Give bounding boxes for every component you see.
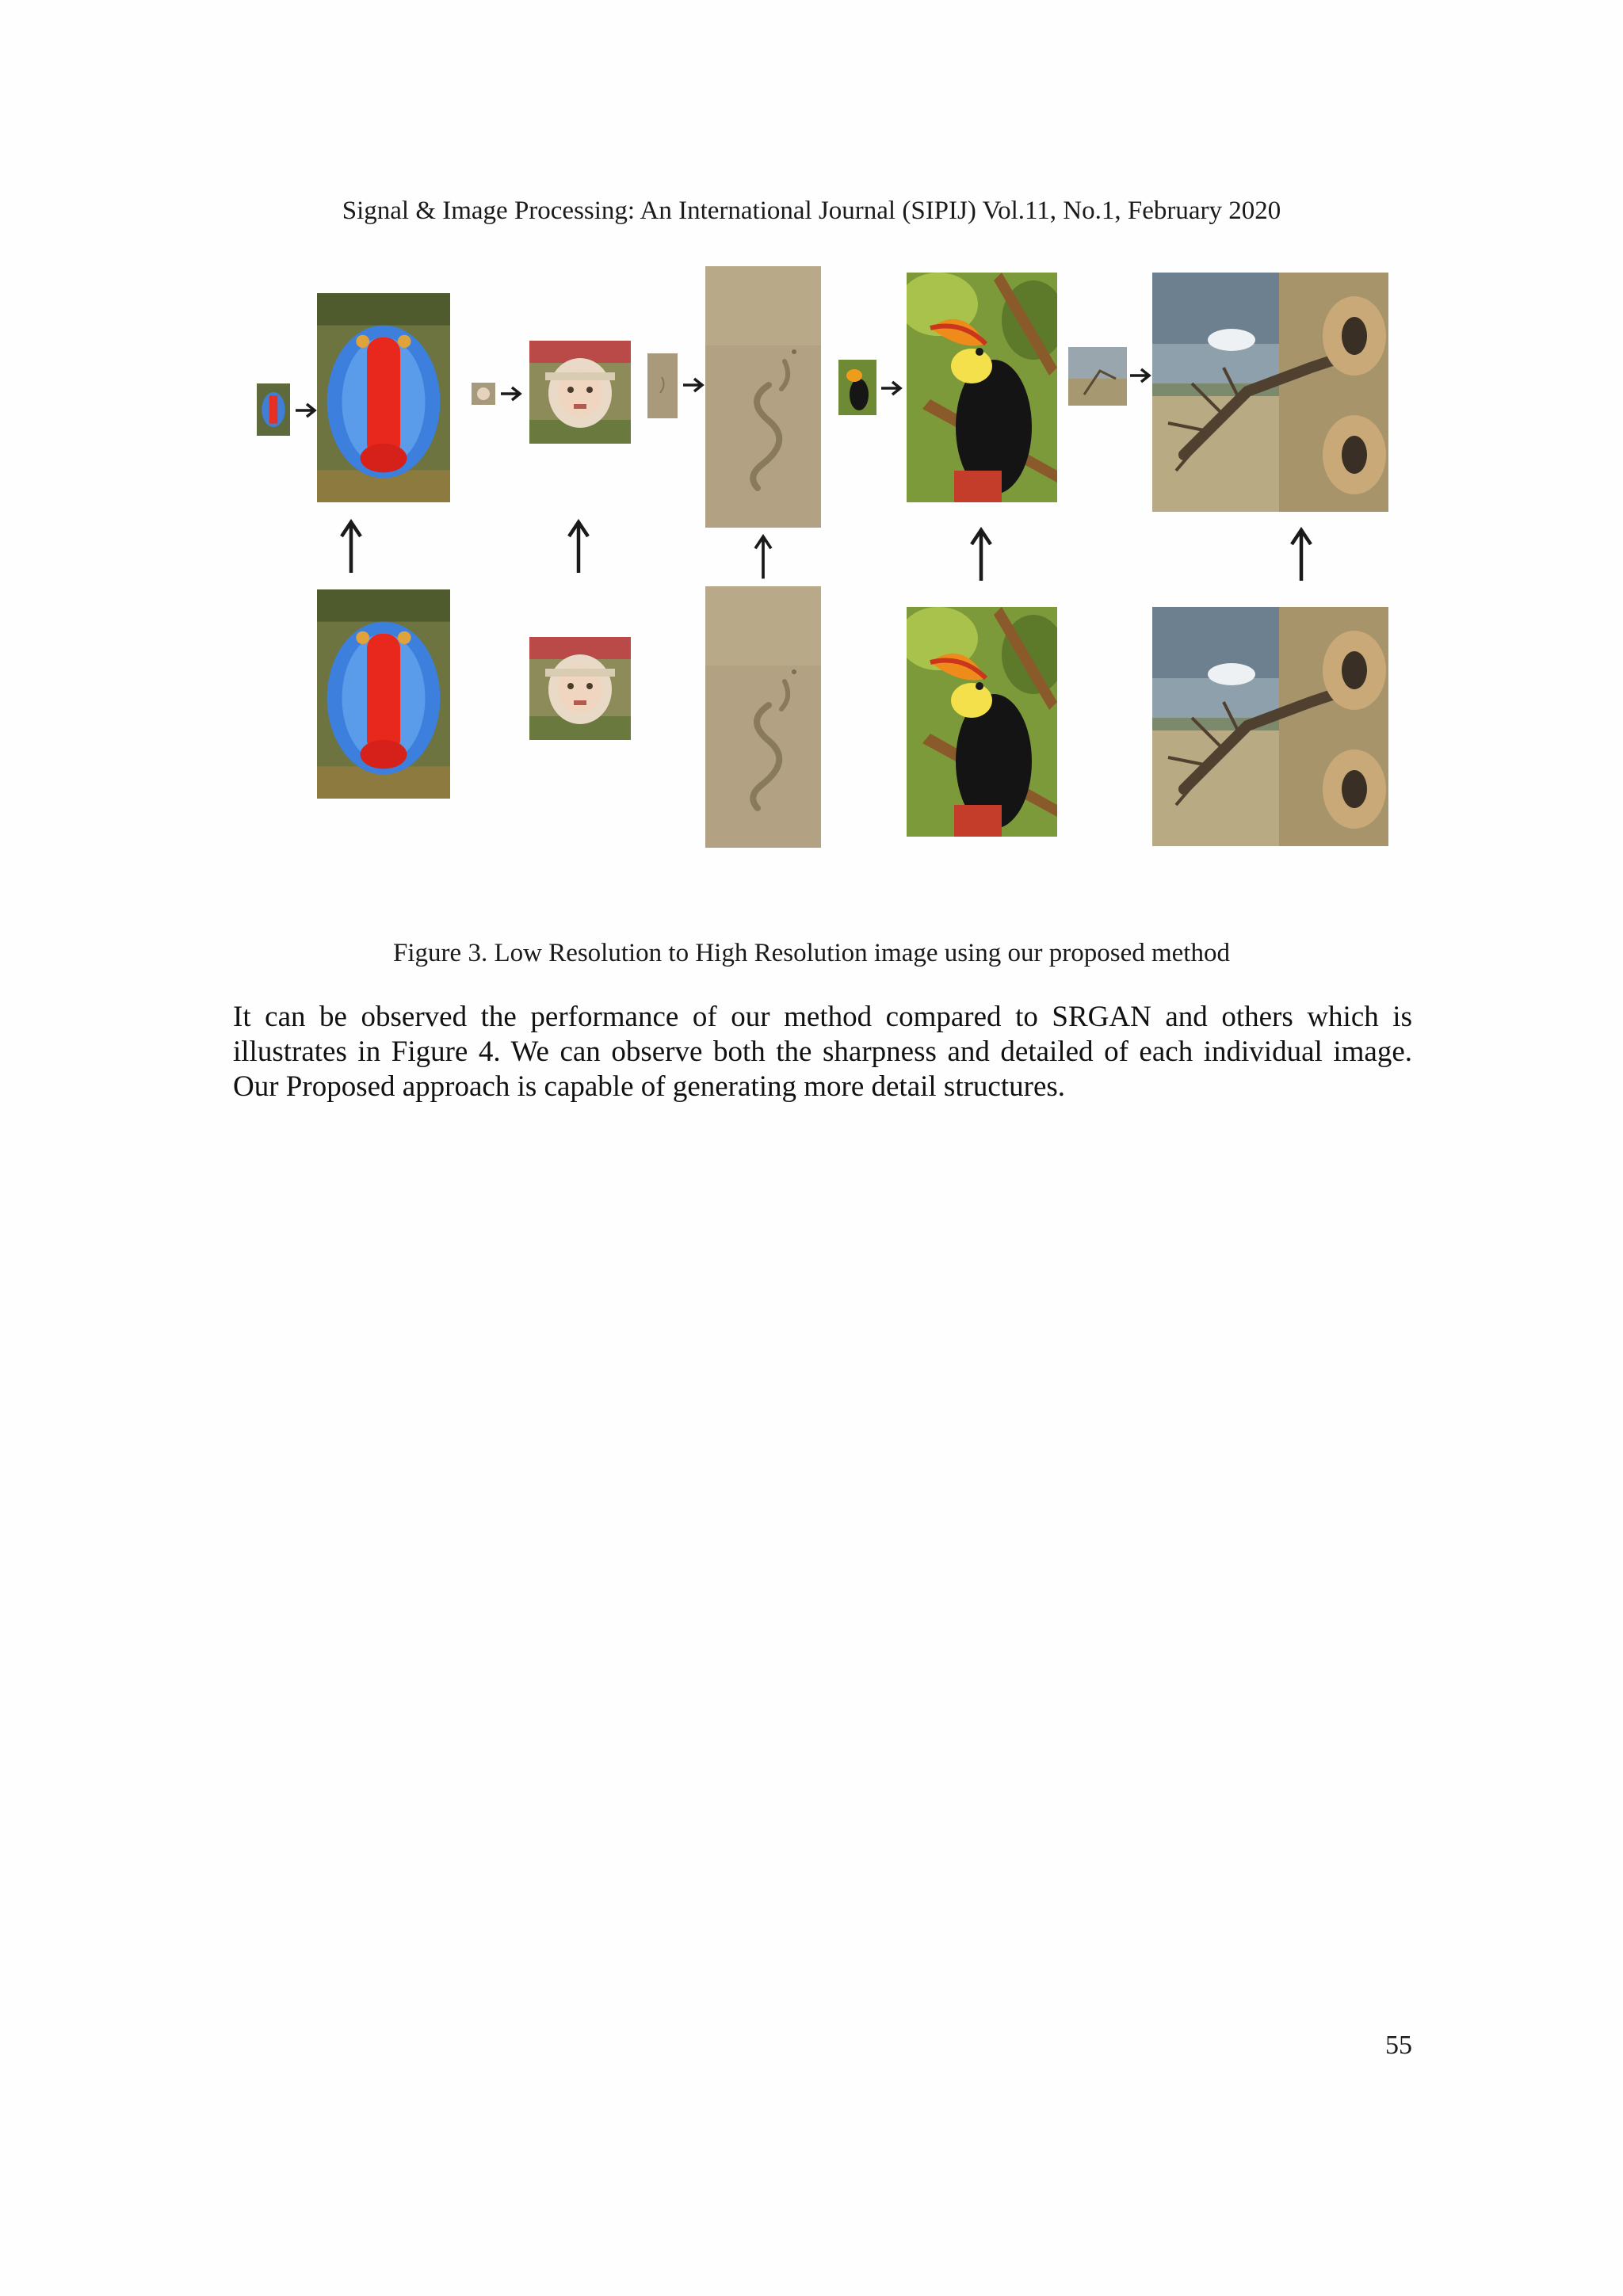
tree-low-res-image	[1068, 347, 1127, 406]
portrait-low-res-image	[472, 383, 495, 405]
sand-low-res-image	[647, 353, 678, 418]
sand-original-image	[705, 586, 821, 848]
mandrill-low-res-image	[257, 383, 290, 436]
page-number: 55	[1385, 2031, 1412, 2060]
arrow-up-icon	[565, 519, 592, 574]
arrow-right-icon	[1128, 367, 1152, 384]
portrait-original-image	[529, 637, 631, 740]
arrow-up-icon	[1288, 527, 1315, 582]
portrait-high-res-image	[529, 341, 631, 444]
tree-high-res-image	[1152, 273, 1388, 512]
figure-3	[238, 261, 1411, 879]
figure-caption: Figure 3. Low Resolution to High Resolution image using our proposed method	[393, 939, 1230, 967]
arrow-right-icon	[682, 376, 705, 394]
mandrill-original-image	[317, 589, 450, 799]
mandrill-high-res-image	[317, 293, 450, 502]
tree-original-image	[1152, 607, 1388, 846]
toucan-low-res-image	[838, 360, 876, 415]
body-paragraph: It can be observed the performance of our method compared to SRGAN and others which is illustrates in Figure 4. We can observe both the sharpness and detailed of each individual image. Our Proposed approach is capable of generating more detail structures.	[233, 1001, 1412, 1103]
arrow-right-icon	[499, 385, 523, 402]
toucan-high-res-image	[907, 273, 1057, 502]
arrow-right-icon	[294, 402, 318, 419]
arrow-up-icon	[338, 519, 365, 574]
arrow-up-icon	[750, 534, 777, 580]
arrow-right-icon	[880, 379, 903, 397]
arrow-up-icon	[968, 527, 995, 582]
sand-high-res-image	[705, 266, 821, 528]
running-header: Signal & Image Processing: An International Journal (SIPIJ) Vol.11, No.1, February 2020	[342, 196, 1281, 225]
toucan-original-image	[907, 607, 1057, 837]
